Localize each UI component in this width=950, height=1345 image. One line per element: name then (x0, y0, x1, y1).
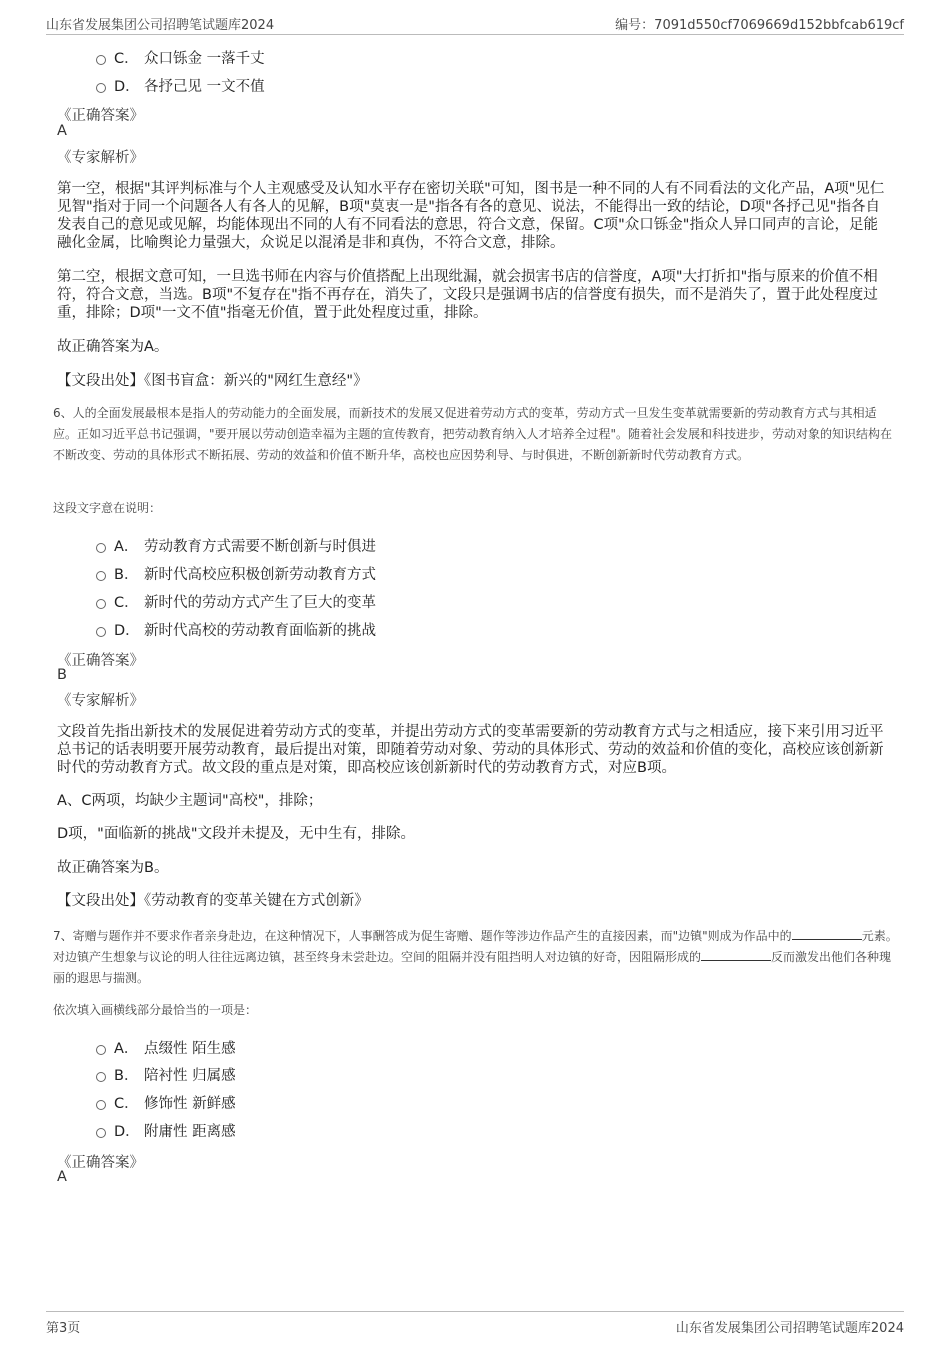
footer-title: 山东省发展集团公司招聘笔试题库2024 (675, 1321, 904, 1336)
radio-icon[interactable] (96, 1045, 106, 1055)
q5-source: 【文段出处】《图书盲盒：新兴的"网红生意经"》 (57, 373, 368, 389)
page-header (46, 14, 904, 35)
q6-analysis-conclusion: 故正确答案为B。 (57, 860, 169, 876)
q7-option-c[interactable]: C． 修饰性 新鲜感 (96, 1091, 236, 1113)
q6-answer: B (57, 667, 67, 683)
radio-icon[interactable] (96, 571, 106, 581)
radio-icon[interactable] (96, 83, 106, 93)
q7-answer: A (57, 1169, 67, 1185)
q6-option-b[interactable]: B． 新时代高校应积极创新劳动教育方式 (96, 562, 376, 584)
q7-option-b[interactable]: B． 陪衬性 归属感 (96, 1063, 236, 1085)
radio-icon[interactable] (96, 599, 106, 609)
q6-analysis-para-3: D项，"面临新的挑战"文段并未提及，无中生有，排除。 (57, 826, 416, 842)
q5-answer: A (57, 123, 67, 139)
q6-analysis-para-1: 文段首先指出新技术的发展促进着劳动方式的变革，并提出劳动方式的变革需要新的劳动教育方式与之相适应，接下来引用习近平总书记的话表明要开展劳动教育，最后提出对策，即随着劳动对象、劳动的具体形式、劳动的效益和价值的变化，高校应该创新新时代的劳动教育方式。故文段的重点是对策，即高校应该创新新时代的劳动教育方式，对应B项。 (57, 724, 884, 776)
header-title: 山东省发展集团公司招聘笔试题库2024 (46, 18, 275, 33)
radio-icon[interactable] (96, 543, 106, 553)
q5-analysis-conclusion: 故正确答案为A。 (57, 339, 169, 355)
q7-option-d[interactable]: D． 附庸性 距离感 (96, 1119, 236, 1141)
header-doc-id: 编号：7091d550cf7069669d152bbfcab619cf (615, 18, 904, 33)
q5-answer-label: 《正确答案》 (57, 108, 144, 124)
q5-option-c[interactable]: C． 众口铄金 一落千丈 (96, 46, 265, 68)
q6-source: 【文段出处】《劳动教育的变革关键在方式创新》 (57, 893, 369, 909)
q5-option-d[interactable]: D． 各抒己见 一文不值 (96, 74, 265, 96)
radio-icon[interactable] (96, 1128, 106, 1138)
fill-blank-2[interactable] (701, 948, 771, 961)
q5-analysis-para-1: 第一空，根据"其评判标准与个人主观感受及认知水平存在密切关联"可知，图书是一种不同的人有不同看法的文化产品，A项"见仁见智"指对于同一个问题各人有各人的见解，B项"莫衷一是"指各有各的意见、说法，不能得出一致的结论，D项"各抒己见"指各自发表自己的意见或见解，均能体现出不同的人有不同看法的意思，符合文意，保留。C项"众口铄金"指众人异口同声的言论，足能融化金属，比喻舆论力量强大，众说足以混淆是非和真伪，不符合文意，排除。 (57, 181, 885, 251)
q6-answer-label: 《正确答案》 (57, 653, 144, 669)
q6-analysis-para-2: A、C两项，均缺少主题词"高校"，排除； (57, 793, 323, 809)
q5-analysis-para-2: 第二空，根据文意可知，一旦选书师在内容与价值搭配上出现纰漏，就会损害书店的信誉度，A项"大打折扣"指与原来的价值不相符，符合文意，当选。B项"不复存在"指不再存在，消失了，文段只是强调书店的信誉度有损失，而不是消失了，置于此处程度过重，排除；D项"一文不值"指毫无价值，置于此处程度过重，排除。 (57, 269, 878, 321)
radio-icon[interactable] (96, 1100, 106, 1110)
page-number: 第3页 (46, 1321, 81, 1336)
fill-blank-1[interactable] (792, 927, 862, 940)
q7-answer-label: 《正确答案》 (57, 1155, 144, 1171)
q6-question-text: 6、人的全面发展最根本是指人的劳动能力的全面发展，而新技术的发展又促进着劳动方式的变革，劳动方式一旦发生变革就需要新的劳动教育方式与其相适应。正如习近平总书记强调，"要开展以劳动创造幸福为主题的宣传教育，把劳动教育纳入人才培养全过程"。随着社会发展和科技进步，劳动对象的知识结构在不断改变、劳动的具体形式不断拓展、劳动的效益和价值不断升华，高校也应因势利导、与时俱进，不断创新新时代劳动教育方式。 (53, 406, 893, 462)
radio-icon[interactable] (96, 55, 106, 65)
q7-question-text: 7、寄赠与题作并不要求作者亲身赴边，在这种情况下，人事酬答成为促生寄赠、题作等涉边作品产生的直接因素，而"边镇"则成为作品中的 元素。对边镇产生想象与议论的明人往往远离边镇，甚至终身未尝赴边。空间的阻隔并没有阻挡明人对边镇的好奇，因阻隔形成的 反而激发出他们各种瑰丽的遐思与揣测。 (53, 929, 898, 985)
q6-prompt: 这段文字意在说明： (53, 501, 162, 515)
page-footer (46, 1311, 904, 1336)
q6-option-a[interactable]: A． 劳动教育方式需要不断创新与时俱进 (96, 534, 376, 556)
q6-analysis-label: 《专家解析》 (57, 693, 144, 709)
q6-option-c[interactable]: C． 新时代的劳动方式产生了巨大的变革 (96, 590, 376, 612)
q7-prompt: 依次填入画横线部分最恰当的一项是： (53, 1003, 258, 1017)
radio-icon[interactable] (96, 1072, 106, 1082)
q6-option-d[interactable]: D． 新时代高校的劳动教育面临新的挑战 (96, 618, 376, 640)
q7-option-a[interactable]: A． 点缀性 陌生感 (96, 1036, 236, 1058)
radio-icon[interactable] (96, 627, 106, 637)
q5-analysis-label: 《专家解析》 (57, 150, 144, 166)
